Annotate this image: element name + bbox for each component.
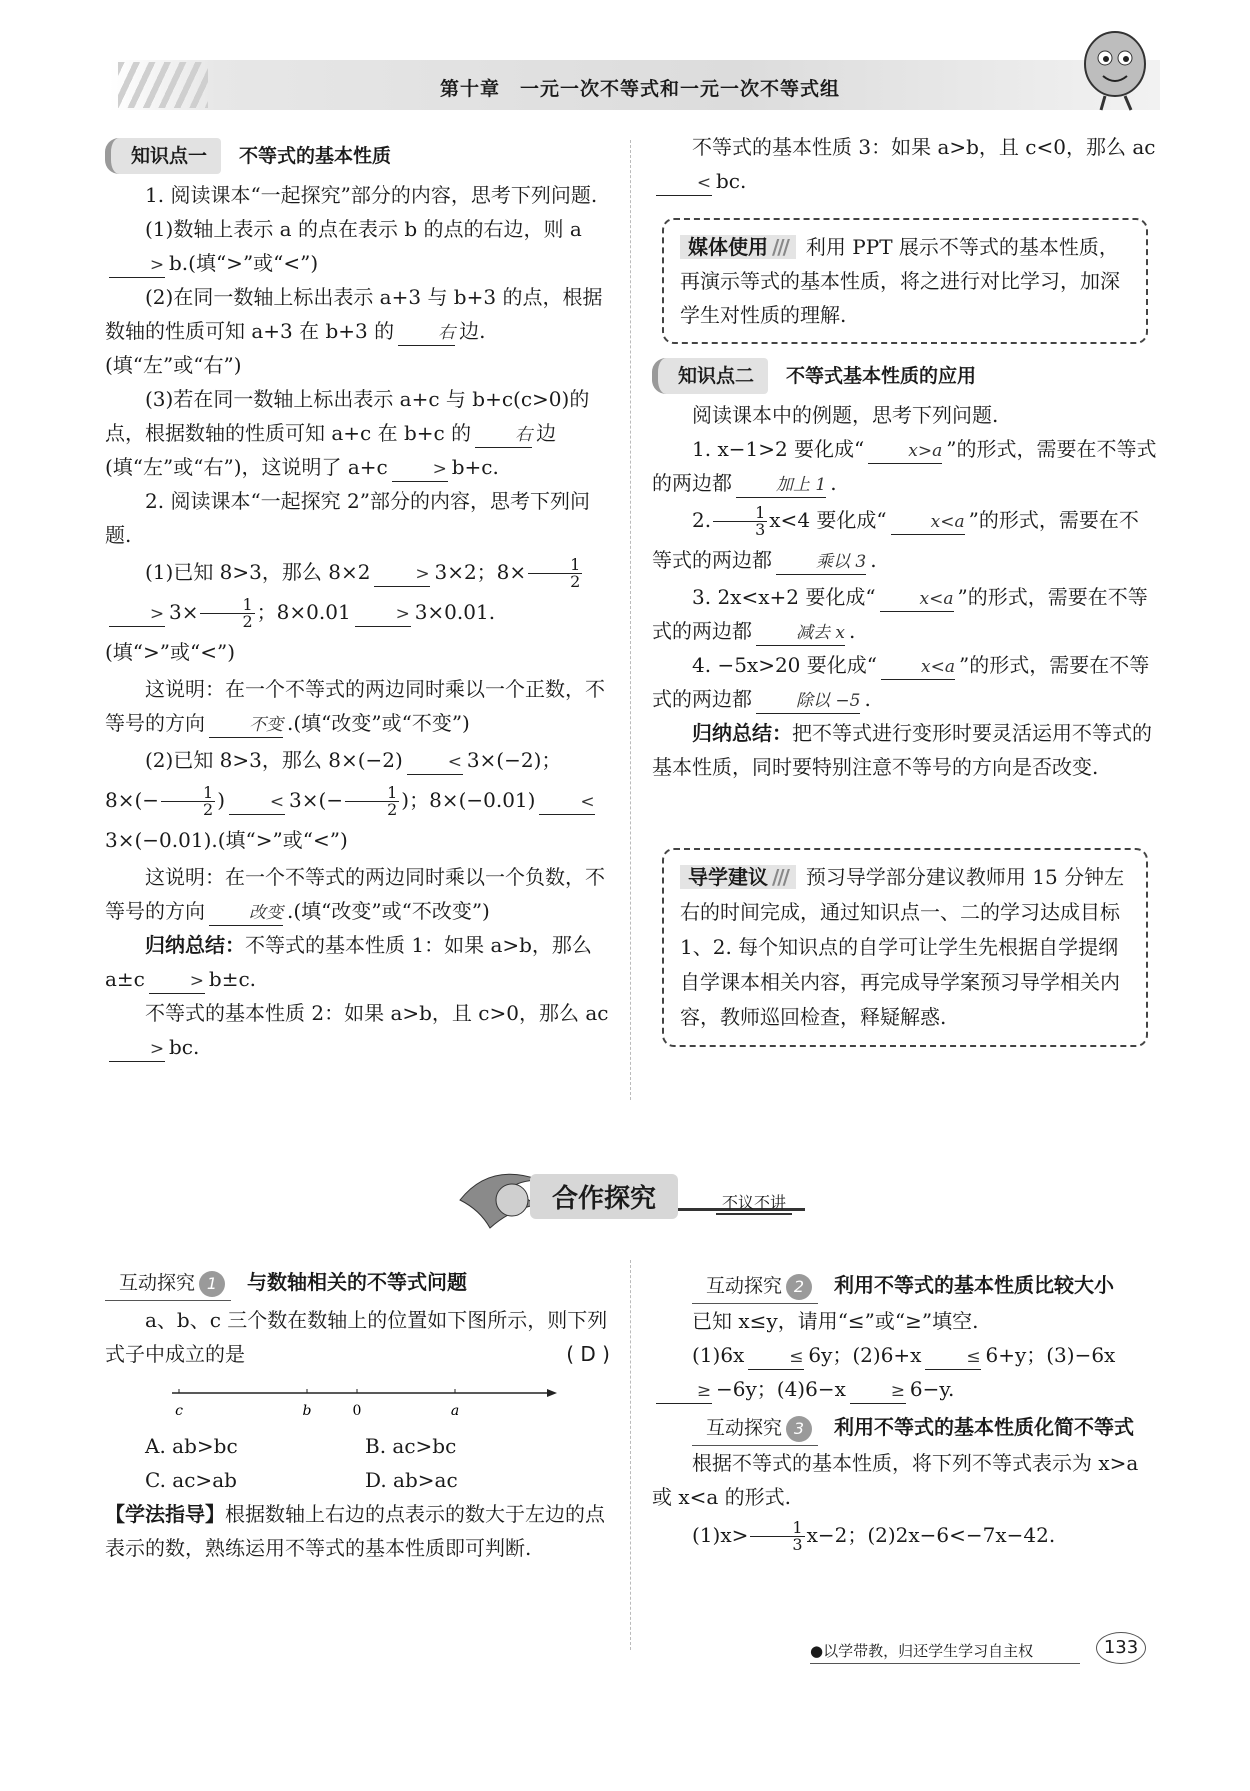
q1-2-answer: 右 xyxy=(398,321,455,346)
fraction-one-half: $\frac{1}{2}$ xyxy=(161,785,215,818)
kp1-title: 不等式的基本性质 xyxy=(239,145,392,167)
explore-3-title: 利用不等式的基本性质化简不等式 xyxy=(834,1415,1135,1439)
explore-1 xyxy=(105,1265,610,1565)
header-stripes-decoration xyxy=(118,62,208,108)
media-usage-text: 利用 PPT 展示不等式的基本性质，再演示等式的基本性质，将之进行对比学习，加深学生对性质的理解. xyxy=(680,235,1120,327)
explore-2-intro: 已知 x≤y，请用“≤”或“≥”填空. xyxy=(692,1309,979,1333)
kp2-intro: 阅读课本中的例题，思考下列问题. xyxy=(692,403,999,427)
q2-1-note: 这说明：在一个不等式的两边同时乘以一个正数，不等号的方向 不变 .(填“改变”或“不变”) xyxy=(105,672,610,740)
q2-1: (1)已知 8>3，那么 8×2 > 3×2；8× $\frac{1}{2}$ > 3× $\frac{1}{2}$ ；8×0.01 > 3×0.01.(填“>”或“<”) xyxy=(105,555,581,664)
right-column xyxy=(652,130,1157,198)
section-subtitle: 不议不讲 xyxy=(716,1190,792,1215)
r-item-3: 3. 2x<x+2 要化成“ x<a ”的形式，需要在不等式的两边都 减去 x . xyxy=(652,580,1157,648)
explore-2-title: 利用不等式的基本性质比较大小 xyxy=(834,1273,1115,1297)
q1-intro: 1. 阅读课本“一起探究”部分的内容，思考下列问题. xyxy=(145,183,598,207)
fraction-one-third: $\frac{1}{3}$ xyxy=(713,505,767,538)
right-column-kp2 xyxy=(652,358,1157,784)
r1-answer: 加上 1 xyxy=(736,473,826,498)
fraction-one-third: $\frac{1}{3}$ xyxy=(750,1520,804,1553)
fraction-one-half: $\frac{1}{2}$ xyxy=(200,597,254,630)
q1-1-answer: > xyxy=(109,253,165,278)
q2-1-answer-2: > xyxy=(109,602,165,627)
knowledge-point-1-heading xyxy=(105,138,610,174)
media-usage-tag: 媒体使用 /// xyxy=(680,235,796,259)
q1-3: (3)若在同一数轴上标出表示 a+c 与 b+c(c>0)的点，根据数轴的性质可知 a+c 在 b+c 的 右 边(填“左”或“右”)，这说明了 a+c > b+c. xyxy=(105,382,610,484)
axis-label-c: c xyxy=(175,1403,183,1419)
study-tip: 【学法指导】根据数轴上右边的点表示的数大于左边的点表示的数，熟练运用不等式的基本性质即可判断. xyxy=(105,1502,605,1560)
explore-1-answer: ( D ) xyxy=(566,1342,610,1366)
q2-1-answer-1: > xyxy=(374,562,430,587)
fraction-one-half: $\frac{1}{2}$ xyxy=(528,557,582,590)
options-row-2 xyxy=(105,1463,610,1497)
option-c[interactable]: C. ac>ab xyxy=(145,1468,237,1492)
q2-intro: 2. 阅读课本“一起探究 2”部分的内容，思考下列问题. xyxy=(105,489,590,547)
explore-1-text: a、b、c 三个数在数轴上的位置如下图所示，则下列式子中成立的是 ( D ) xyxy=(105,1303,610,1371)
explore-1-title: 与数轴相关的不等式问题 xyxy=(247,1270,468,1294)
explore-1-heading xyxy=(105,1265,610,1301)
section-title: 合作探究 xyxy=(530,1174,678,1219)
option-b[interactable]: B. ac>bc xyxy=(365,1434,457,1458)
explore-3-intro: 根据不等式的基本性质，将下列不等式表示为 x>a 或 x<a 的形式. xyxy=(652,1451,1139,1509)
r1-form: x>a xyxy=(868,439,942,464)
q2-1-note-answer: 不变 xyxy=(209,713,283,738)
q2-2-note: 这说明：在一个不等式的两边同时乘以一个负数，不等号的方向 改变 .(填“改变”或“不改变”) xyxy=(105,860,610,928)
options-row-1 xyxy=(105,1429,610,1463)
explore-3-question: (1)x> $\frac{1}{3}$ x−2；(2)2x−6<−7x−42. xyxy=(692,1518,1056,1554)
explore-2-items: (1)6x ≤ 6y；(2)6+x ≤ 6+y；(3)−6x≥ −6y；(4)6−x ≥ 6−y. xyxy=(652,1338,1157,1406)
property-3: 不等式的基本性质 3：如果 a>b，且 c<0，那么 ac< bc. xyxy=(652,130,1157,198)
left-column xyxy=(105,138,610,1064)
option-a[interactable]: A. ab>bc xyxy=(145,1434,238,1458)
summary-2: 不等式的基本性质 2：如果 a>b，且 c>0，那么 ac> bc. xyxy=(105,996,610,1064)
kp2-tag: 知识点二 xyxy=(652,358,768,394)
axis-label-0: 0 xyxy=(352,1403,362,1419)
q2-2-answer-3: < xyxy=(539,790,595,815)
option-d[interactable]: D. ab>ac xyxy=(365,1468,458,1492)
summary-1-answer: > xyxy=(149,969,205,994)
number-line xyxy=(167,1379,567,1429)
q1-2: (2)在同一数轴上标出表示 a+3 与 b+3 的点，根据数轴的性质可知 a+3 在 b+3 的 右 边.(填“左”或“右”) xyxy=(105,285,603,377)
footer-slogan: ●以学带教，归还学生学习自主权 xyxy=(810,1640,1080,1664)
guidance-tag: 导学建议 /// xyxy=(680,865,796,889)
axis-label-b: b xyxy=(302,1403,312,1419)
explore-3-heading xyxy=(652,1410,1157,1446)
r2-answer: 乘以 3 xyxy=(776,550,866,575)
r4-form: x<a xyxy=(881,655,955,680)
q2-2-note-answer: 改变 xyxy=(209,901,283,926)
explore-2-heading xyxy=(652,1268,1157,1304)
summary-2-answer: > xyxy=(109,1037,165,1062)
r-item-2: 2. $\frac{1}{3}$ x<4 要化成“ x<a ”的形式，需要在不等式的两边都 乘以 3 . xyxy=(652,500,1157,580)
explore-2-answer-3: ≥ xyxy=(656,1379,712,1404)
explore-2-answer-2: ≤ xyxy=(925,1345,981,1370)
mascot-icon xyxy=(1075,22,1155,112)
q2-2: (2)已知 8>3，那么 8×(−2) < 3×(−2)；8×(− $\frac{1}{2}$ ) < 3×(− $\frac{1}{2}$ )；8×(−0.01) <3×(−0.01).(填“>”或“<”) xyxy=(105,748,595,852)
r3-form: x<a xyxy=(880,587,954,612)
media-usage-box xyxy=(662,218,1148,344)
explore-2-tag: 互动探究 2 xyxy=(692,1269,818,1304)
knowledge-point-2-heading xyxy=(652,358,1157,394)
explore-3-tag: 互动探究 3 xyxy=(692,1411,818,1446)
q1-1: (1)数轴上表示 a 的点在表示 b 的点的右边，则 a > b.(填“>”或“<”) xyxy=(105,212,610,280)
explore-1-tag: 互动探究 1 xyxy=(105,1266,231,1301)
explore-2-answer-1: ≤ xyxy=(748,1345,804,1370)
page-number: 133 xyxy=(1096,1632,1146,1664)
q1-3-answer: 右 xyxy=(475,423,532,448)
explore-2-answer-4: ≥ xyxy=(850,1379,906,1404)
r-item-1: 1. x−1>2 要化成“ x>a ”的形式，需要在不等式的两边都 加上 1 . xyxy=(652,432,1157,500)
kp2-summary: 归纳总结：把不等式进行变形时要灵活运用不等式的基本性质，同时要特别注意不等号的方向是否改变. xyxy=(652,721,1152,779)
r-item-4: 4. −5x>20 要化成“ x<a ”的形式，需要在不等式的两边都 除以 −5 . xyxy=(652,648,1157,716)
guidance-box xyxy=(662,848,1148,1047)
q2-1-answer-3: > xyxy=(355,602,411,627)
r2-form: x<a xyxy=(891,510,965,535)
explore-2 xyxy=(652,1268,1157,1556)
guidance-text: 预习导学部分建议教师用 15 分钟左右的时间完成，通过知识点一、二的学习达成目标 1、2. 每个知识点的自学可让学生先根据自学提纲自学课本相关内容，再完成导学案预习导学相关内容，教师巡回检查，释疑解惑. xyxy=(680,865,1125,1029)
kp2-title: 不等式基本性质的应用 xyxy=(786,365,977,387)
fraction-one-half: $\frac{1}{2}$ xyxy=(345,785,399,818)
q2-2-answer-1: < xyxy=(407,750,463,775)
q1-3-answer-2: > xyxy=(392,457,448,482)
property-3-answer: < xyxy=(656,171,712,196)
summary-1: 归纳总结：不等式的基本性质 1：如果 a>b，那么 a±c > b±c. xyxy=(105,928,610,996)
kp1-tag: 知识点一 xyxy=(105,138,221,174)
q2-2-answer-2: < xyxy=(229,790,285,815)
r4-answer: 除以 −5 xyxy=(756,689,860,714)
column-divider-top xyxy=(630,140,631,1100)
chapter-title: 第十章 一元一次不等式和一元一次不等式组 xyxy=(440,78,841,100)
r3-answer: 减去 x xyxy=(756,621,845,646)
column-divider-bottom xyxy=(630,1260,631,1650)
axis-label-a: a xyxy=(450,1403,460,1419)
